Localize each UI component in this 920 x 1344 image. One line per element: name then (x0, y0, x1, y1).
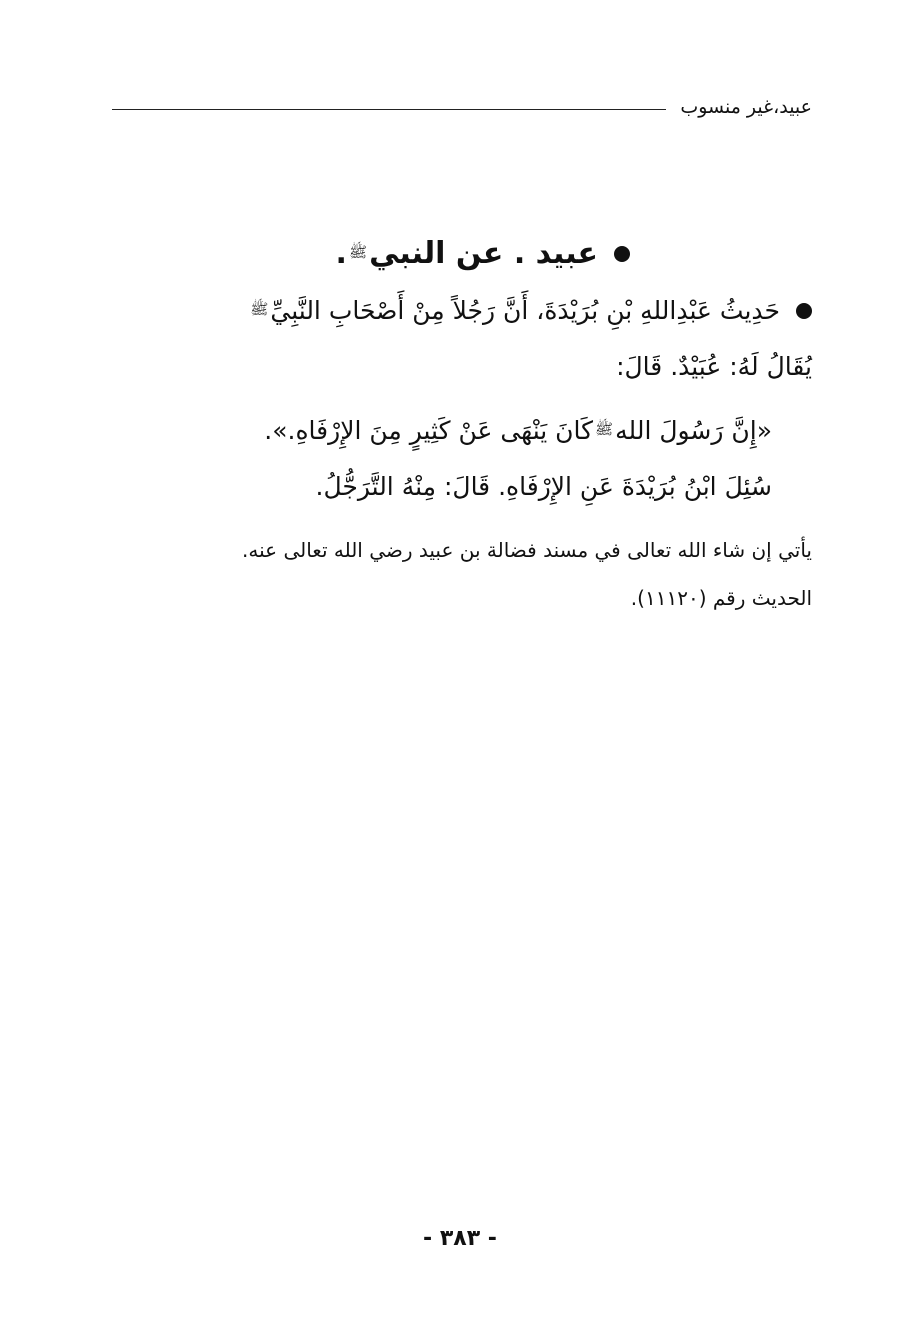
hadith-line-2-text: يُقَالُ لَهُ: عُبَيْدٌ. قَالَ: (616, 352, 812, 381)
running-title: عبيد،غير منسوب (680, 96, 812, 118)
hadith-line-4-text: سُئِلَ ابْنُ بُرَيْدَةَ عَنِ الإِرْفَاهِ. قَالَ: مِنْهُ التَّرَجُّلُ. (315, 472, 772, 501)
salutation-icon: ﷺ (250, 299, 269, 318)
hadith-line-2 (616, 352, 812, 381)
salutation-icon: ﷺ (595, 419, 614, 438)
bullet-icon (614, 246, 630, 262)
salutation-icon: ﷺ (348, 242, 368, 261)
header-rule (112, 109, 666, 110)
running-header (112, 92, 812, 122)
note-line-1-text: يأتي إن شاء الله تعالى في مسند فضالة بن عبيد رضي الله تعالى عنه. (242, 538, 812, 562)
page-number: - ٣٨٣ - (423, 1226, 497, 1251)
note-line-2-text: الحديث رقم (١١١٢٠). (630, 586, 812, 610)
note-line-2 (631, 586, 812, 610)
hadith-line-3-end: كَانَ يَنْهَى عَنْ كَثِيرٍ مِنَ الإِرْفَاهِ.». (264, 416, 594, 445)
entry-heading-text: عبيد . عن النبي (369, 236, 598, 271)
note-line-1 (242, 538, 812, 562)
entry-heading (336, 236, 630, 271)
hadith-line-3 (264, 416, 772, 445)
bullet-icon (796, 303, 812, 319)
hadith-line-1 (248, 296, 812, 325)
hadith-line-3-start: «إِنَّ رَسُولَ الله (615, 416, 772, 445)
hadith-line-1-text: حَدِيثُ عَبْدِاللهِ بْنِ بُرَيْدَةَ، أَنَّ رَجُلاً مِنْ أَصْحَابِ النَّبِيِّ (270, 296, 780, 325)
entry-heading-end: . (335, 236, 347, 271)
hadith-line-4 (316, 472, 772, 501)
